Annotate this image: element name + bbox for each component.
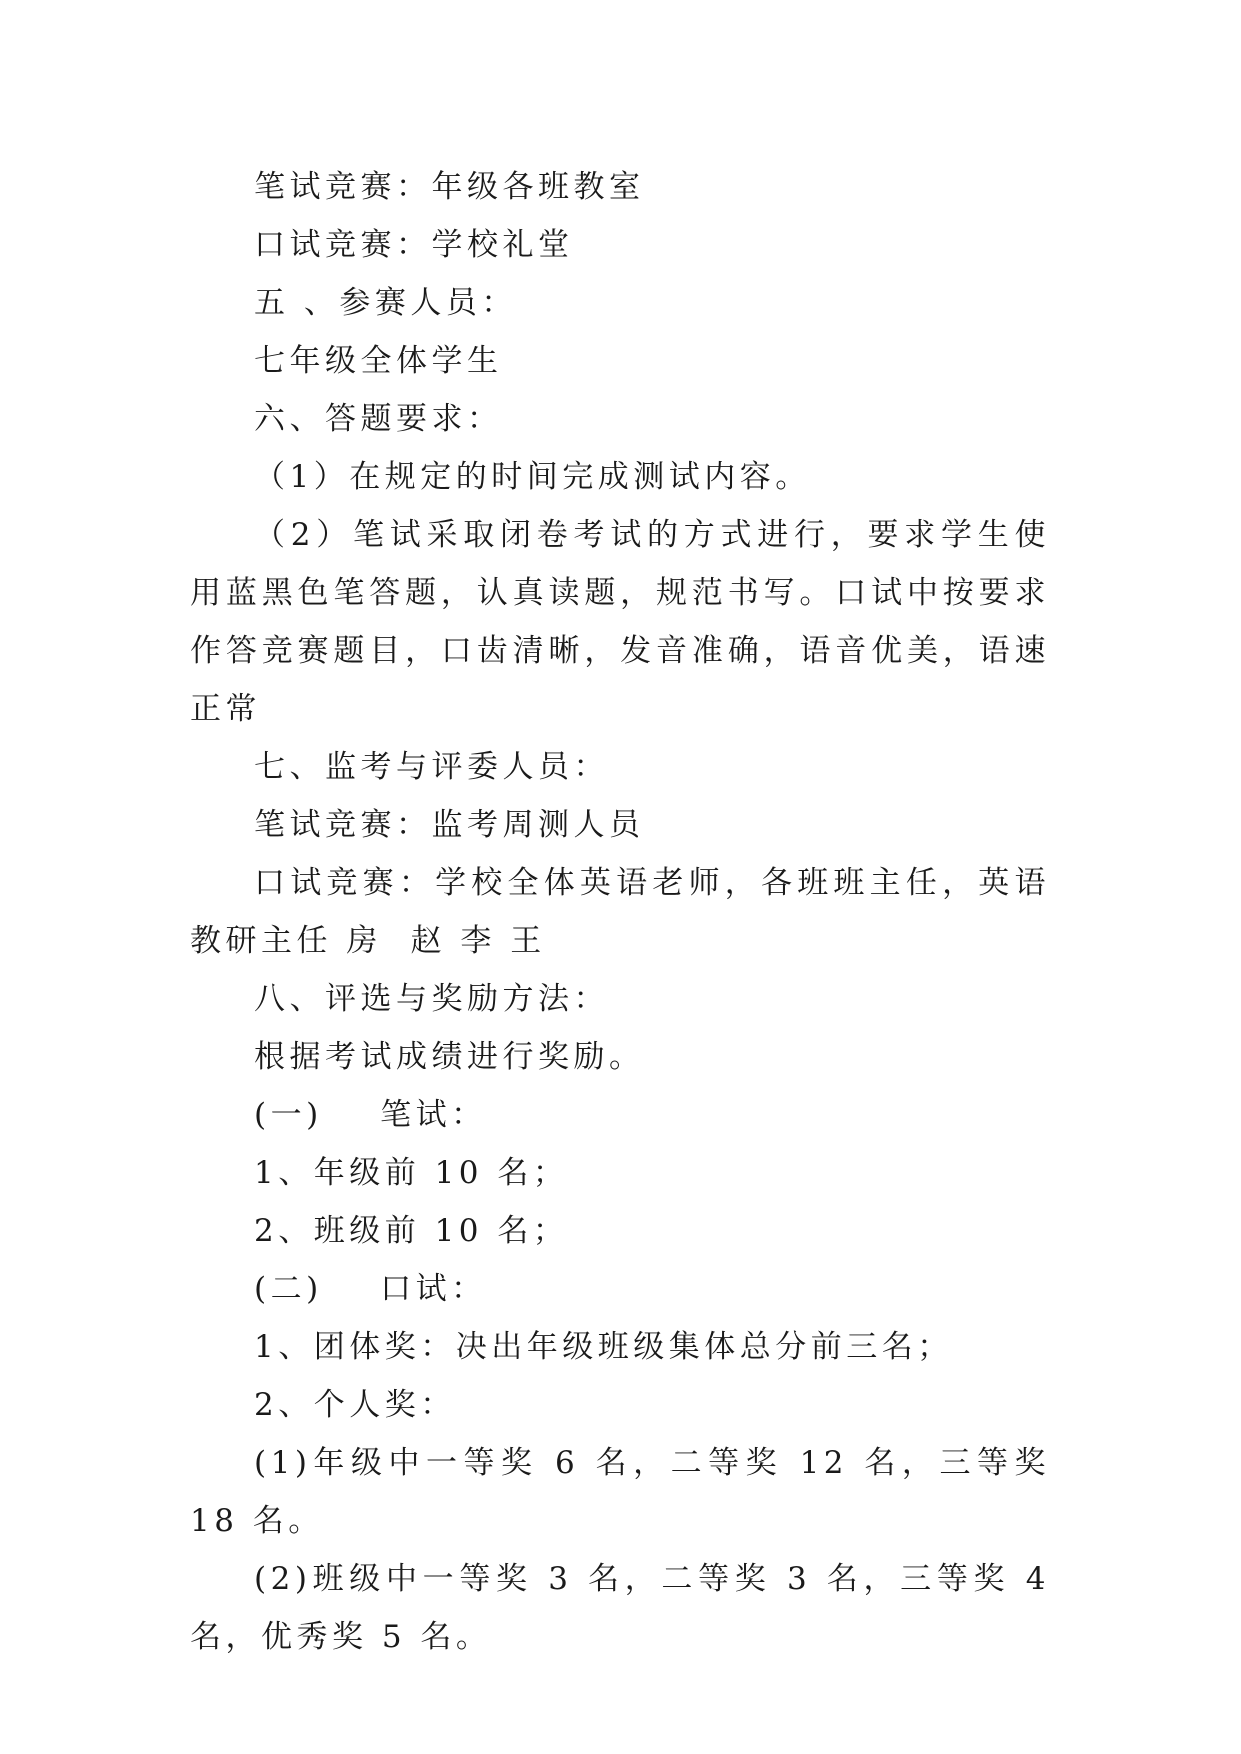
paragraph-oral-judges: 口试竞赛：学校全体英语老师，各班班主任，英语教研主任 房 赵 李 王	[190, 865, 1050, 959]
list-item-class-prizes: (2)班级中一等奖 3 名，二等奖 3 名，三等奖 4 名，优秀奖 5 名。	[190, 1561, 1065, 1655]
section-heading-judges: 七、监考与评委人员：	[254, 749, 609, 785]
document-body	[190, 158, 1065, 1666]
paragraph-participants: 七年级全体学生	[254, 343, 503, 379]
section-heading-participants: 五 、参赛人员：	[254, 285, 517, 321]
list-item-team-award: 1、团体奖：决出年级班级集体总分前三名；	[254, 1329, 953, 1365]
section-heading-awards: 八、评选与奖励方法：	[254, 981, 609, 1017]
subheading-written: (一) 笔试：	[254, 1097, 487, 1133]
list-item-individual-award: 2、个人奖：	[254, 1387, 456, 1423]
list-item-grade-prizes: (1)年级中一等奖 6 名，二等奖 12 名，三等奖 18 名。	[190, 1445, 1065, 1539]
paragraph-requirement-1: （1）在规定的时间完成测试内容。	[254, 459, 811, 495]
paragraph-requirement-2: （2）笔试采取闭卷考试的方式进行，要求学生使用蓝黑色笔答题，认真读题，规范书写。口试中按要求作答竞赛题目，口齿清晰，发音准确，语音优美，语速正常	[190, 517, 1050, 727]
paragraph-written-proctors: 笔试竞赛：监考周测人员	[254, 807, 645, 843]
paragraph-written-venue: 笔试竞赛：年级各班教室	[254, 169, 645, 205]
paragraph-award-basis: 根据考试成绩进行奖励。	[254, 1039, 645, 1075]
list-item-class-top10: 2、班级前 10 名；	[254, 1213, 569, 1249]
list-item-grade-top10: 1、年级前 10 名；	[254, 1155, 569, 1191]
section-heading-requirements: 六、答题要求：	[254, 401, 503, 437]
paragraph-oral-venue: 口试竞赛：学校礼堂	[254, 227, 574, 263]
subheading-oral: (二) 口试：	[254, 1271, 487, 1307]
